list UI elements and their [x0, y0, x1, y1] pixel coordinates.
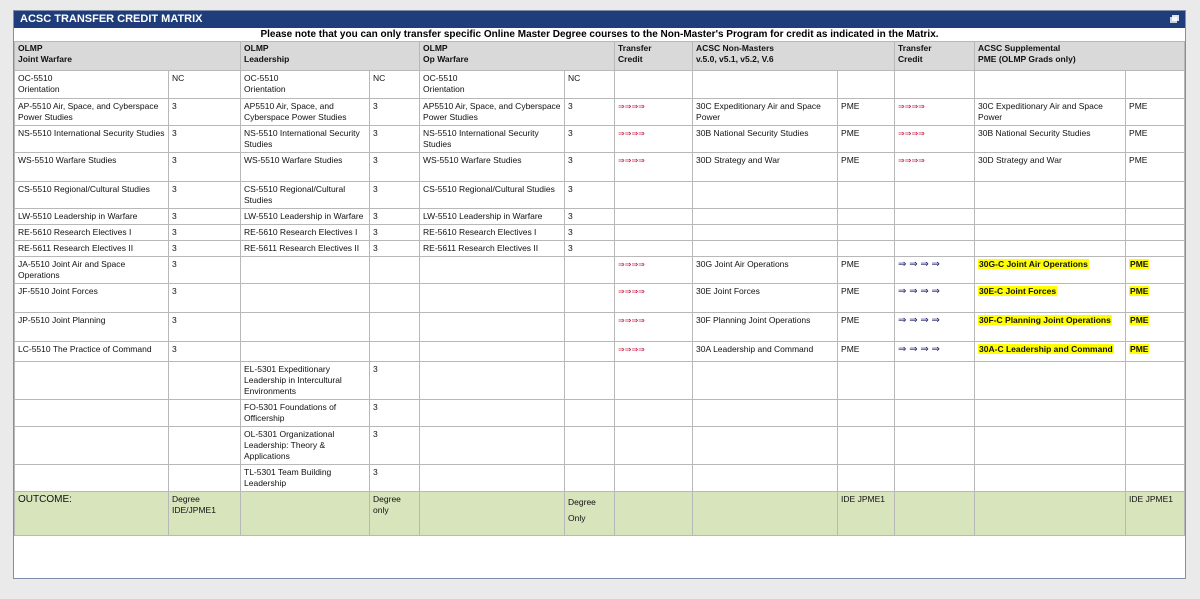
op-warfare-course: AP5510 Air, Space, and Cyberspace Power Studies	[420, 99, 565, 126]
supplemental-course: 30B National Security Studies	[975, 126, 1126, 153]
leadership-course: AP5510 Air, Space, and Cyberspace Power Studies	[241, 99, 370, 126]
joint-warfare-credit: 3	[169, 225, 241, 241]
header-transfer-credit-2: Transfer Credit	[895, 42, 975, 71]
op-warfare-course: NS-5510 International Security Studies	[420, 126, 565, 153]
op-warfare-course	[420, 427, 565, 465]
op-warfare-credit: 3	[565, 126, 615, 153]
leadership-course	[241, 313, 370, 342]
leadership-course: TL-5301 Team Building Leadership	[241, 465, 370, 492]
joint-warfare-course: RE-5610 Research Electives I	[15, 225, 169, 241]
transfer-arrows-2	[895, 241, 975, 257]
highlighted-pme: PME	[1130, 286, 1149, 296]
header-leadership: OLMP Leadership	[241, 42, 420, 71]
supplemental-course	[975, 313, 1126, 342]
non-masters-course	[693, 400, 838, 427]
table-row	[15, 313, 1185, 342]
op-warfare-credit	[565, 313, 615, 342]
joint-warfare-credit: NC	[169, 71, 241, 99]
outcome-empty	[615, 492, 693, 536]
transfer-arrows-2: ⇒⇒⇒⇒	[895, 153, 975, 182]
transfer-arrows-1	[615, 241, 693, 257]
non-masters-type: PME	[838, 313, 895, 342]
non-masters-course	[693, 182, 838, 209]
op-warfare-credit	[565, 342, 615, 362]
outcome-empty	[420, 492, 565, 536]
supplemental-type	[1126, 182, 1185, 209]
leadership-credit: 3	[370, 400, 420, 427]
highlighted-pme: PME	[1130, 315, 1149, 325]
joint-warfare-course: CS-5510 Regional/Cultural Studies	[15, 182, 169, 209]
table-row	[15, 153, 1185, 182]
transfer-arrows-1	[615, 71, 693, 99]
joint-warfare-course: AP-5510 Air, Space, and Cyberspace Power Studies	[15, 99, 169, 126]
table-row	[15, 257, 1185, 284]
header-transfer-credit-1: Transfer Credit	[615, 42, 693, 71]
leadership-course: OL-5301 Organizational Leadership: Theory & Applications	[241, 427, 370, 465]
transfer-arrows-1	[615, 182, 693, 209]
joint-warfare-course	[15, 362, 169, 400]
joint-warfare-course: RE-5611 Research Electives II	[15, 241, 169, 257]
op-warfare-credit: NC	[565, 71, 615, 99]
supplemental-type	[1126, 427, 1185, 465]
non-masters-course: 30A Leadership and Command	[693, 342, 838, 362]
op-warfare-course: OC-5510 Orientation	[420, 71, 565, 99]
op-warfare-course: CS-5510 Regional/Cultural Studies	[420, 182, 565, 209]
transfer-notice: Please note that you can only transfer specific Online Master Degree courses to the Non-Master's Program for credit as indicated in the Matrix.	[260, 29, 939, 40]
leadership-credit: 3	[370, 153, 420, 182]
op-warfare-course	[420, 342, 565, 362]
joint-warfare-credit: 3	[169, 284, 241, 313]
transfer-arrows-2: ⇒ ⇒ ⇒ ⇒	[895, 313, 975, 342]
non-masters-type	[838, 427, 895, 465]
joint-warfare-course	[15, 465, 169, 492]
matrix-panel	[13, 10, 1186, 579]
highlighted-pme: PME	[1130, 259, 1149, 269]
transfer-arrows-1: ⇒⇒⇒⇒	[615, 153, 693, 182]
non-masters-course	[693, 427, 838, 465]
leadership-course: CS-5510 Regional/Cultural Studies	[241, 182, 370, 209]
transfer-arrows-1	[615, 225, 693, 241]
joint-warfare-course: JA-5510 Joint Air and Space Operations	[15, 257, 169, 284]
transfer-arrows-2	[895, 71, 975, 99]
leadership-course: NS-5510 International Security Studies	[241, 126, 370, 153]
joint-warfare-credit	[169, 400, 241, 427]
transfer-arrows-1	[615, 209, 693, 225]
joint-warfare-credit	[169, 427, 241, 465]
table-row	[15, 342, 1185, 362]
header-acsc-non-masters: ACSC Non-Masters v.5.0, v5.1, v5.2, V.6	[693, 42, 895, 71]
supplemental-type	[1126, 71, 1185, 99]
op-warfare-credit: 3	[565, 99, 615, 126]
supplemental-course	[975, 182, 1126, 209]
op-warfare-credit	[565, 400, 615, 427]
leadership-credit: 3	[370, 99, 420, 126]
leadership-course: RE-5611 Research Electives II	[241, 241, 370, 257]
table-row	[15, 400, 1185, 427]
transfer-arrows-1: ⇒⇒⇒⇒	[615, 284, 693, 313]
highlighted-pme: PME	[1130, 344, 1149, 354]
outcome-supplemental: IDE JPME1	[1126, 492, 1185, 536]
leadership-credit	[370, 284, 420, 313]
supplemental-course: 30C Expeditionary Air and Space Power	[975, 99, 1126, 126]
leadership-credit: NC	[370, 71, 420, 99]
supplemental-type	[1126, 342, 1185, 362]
op-warfare-course	[420, 400, 565, 427]
leadership-course: WS-5510 Warfare Studies	[241, 153, 370, 182]
supplemental-course	[975, 241, 1126, 257]
non-masters-course	[693, 241, 838, 257]
leadership-credit	[370, 257, 420, 284]
op-warfare-course	[420, 284, 565, 313]
non-masters-type: PME	[838, 153, 895, 182]
outcome-empty	[241, 492, 370, 536]
outcome-empty	[693, 492, 838, 536]
op-warfare-credit	[565, 284, 615, 313]
leadership-credit	[370, 342, 420, 362]
transfer-arrows-2	[895, 225, 975, 241]
transfer-arrows-2	[895, 465, 975, 492]
table-row	[15, 182, 1185, 209]
table-row	[15, 209, 1185, 225]
non-masters-type: PME	[838, 342, 895, 362]
op-warfare-credit: 3	[565, 182, 615, 209]
transfer-arrows-2	[895, 182, 975, 209]
supplemental-type	[1126, 465, 1185, 492]
leadership-credit: 3	[370, 362, 420, 400]
transfer-arrows-2: ⇒⇒⇒⇒	[895, 99, 975, 126]
table-row	[15, 362, 1185, 400]
non-masters-type	[838, 71, 895, 99]
joint-warfare-course: NS-5510 International Security Studies	[15, 126, 169, 153]
joint-warfare-credit	[169, 362, 241, 400]
op-warfare-credit: 3	[565, 225, 615, 241]
op-warfare-credit	[565, 257, 615, 284]
non-masters-type	[838, 209, 895, 225]
transfer-arrows-1: ⇒⇒⇒⇒	[615, 313, 693, 342]
non-masters-type	[838, 465, 895, 492]
non-masters-type	[838, 225, 895, 241]
non-masters-course: 30F Planning Joint Operations	[693, 313, 838, 342]
op-warfare-course	[420, 362, 565, 400]
non-masters-course	[693, 71, 838, 99]
supplemental-type: PME	[1126, 126, 1185, 153]
joint-warfare-credit: 3	[169, 257, 241, 284]
supplemental-type	[1126, 400, 1185, 427]
table-row	[15, 284, 1185, 313]
joint-warfare-course: JP-5510 Joint Planning	[15, 313, 169, 342]
op-warfare-credit: 3	[565, 209, 615, 225]
supplemental-course	[975, 342, 1126, 362]
highlighted-course: 30A-C Leadership and Command	[979, 344, 1113, 354]
non-masters-course: 30C Expeditionary Air and Space Power	[693, 99, 838, 126]
op-warfare-course	[420, 257, 565, 284]
table-row	[15, 71, 1185, 99]
outcome-empty	[895, 492, 975, 536]
non-masters-course	[693, 362, 838, 400]
joint-warfare-course	[15, 400, 169, 427]
joint-warfare-course: OC-5510 Orientation	[15, 71, 169, 99]
supplemental-type	[1126, 241, 1185, 257]
supplemental-course	[975, 71, 1126, 99]
outcome-op-warfare: Degree Only	[565, 492, 615, 536]
panel-title: ACSC TRANSFER CREDIT MATRIX	[20, 13, 203, 25]
op-warfare-credit	[565, 362, 615, 400]
joint-warfare-credit: 3	[169, 99, 241, 126]
transfer-arrows-1: ⇒⇒⇒⇒	[615, 126, 693, 153]
outcome-joint-warfare: Degree IDE/JPME1	[169, 492, 241, 536]
table-row	[15, 99, 1185, 126]
non-masters-type	[838, 182, 895, 209]
joint-warfare-course	[15, 427, 169, 465]
header-joint-warfare: OLMP Joint Warfare	[15, 42, 241, 71]
restore-window-icon[interactable]	[1170, 15, 1179, 23]
supplemental-type: PME	[1126, 99, 1185, 126]
transfer-arrows-2	[895, 427, 975, 465]
leadership-course	[241, 257, 370, 284]
transfer-arrows-1: ⇒⇒⇒⇒	[615, 99, 693, 126]
table-row	[15, 427, 1185, 465]
supplemental-type: PME	[1126, 153, 1185, 182]
leadership-credit: 3	[370, 241, 420, 257]
supplemental-type	[1126, 225, 1185, 241]
leadership-credit: 3	[370, 465, 420, 492]
supplemental-course	[975, 257, 1126, 284]
outcome-row	[15, 492, 1185, 536]
supplemental-course	[975, 284, 1126, 313]
op-warfare-course: RE-5610 Research Electives I	[420, 225, 565, 241]
header-acsc-supplemental: ACSC Supplemental PME (OLMP Grads only)	[975, 42, 1185, 71]
outcome-non-masters: IDE JPME1	[838, 492, 895, 536]
table-row	[15, 225, 1185, 241]
transfer-arrows-1	[615, 465, 693, 492]
non-masters-course: 30B National Security Studies	[693, 126, 838, 153]
header-row	[15, 42, 1185, 71]
outcome-label: OUTCOME:	[15, 492, 169, 536]
header-op-warfare: OLMP Op Warfare	[420, 42, 615, 71]
supplemental-type	[1126, 209, 1185, 225]
leadership-credit: 3	[370, 209, 420, 225]
highlighted-course: 30E-C Joint Forces	[979, 286, 1057, 296]
leadership-course	[241, 284, 370, 313]
transfer-arrows-1: ⇒⇒⇒⇒	[615, 342, 693, 362]
supplemental-course	[975, 427, 1126, 465]
non-masters-type	[838, 241, 895, 257]
leadership-course	[241, 342, 370, 362]
op-warfare-credit	[565, 427, 615, 465]
leadership-course: LW-5510 Leadership in Warfare	[241, 209, 370, 225]
joint-warfare-credit: 3	[169, 241, 241, 257]
op-warfare-credit: 3	[565, 241, 615, 257]
op-warfare-credit: 3	[565, 153, 615, 182]
joint-warfare-credit: 3	[169, 313, 241, 342]
supplemental-type	[1126, 257, 1185, 284]
transfer-arrows-2: ⇒ ⇒ ⇒ ⇒	[895, 284, 975, 313]
leadership-course: OC-5510 Orientation	[241, 71, 370, 99]
non-masters-course: 30E Joint Forces	[693, 284, 838, 313]
leadership-credit: 3	[370, 182, 420, 209]
transfer-arrows-2: ⇒ ⇒ ⇒ ⇒	[895, 342, 975, 362]
joint-warfare-credit: 3	[169, 153, 241, 182]
non-masters-course	[693, 225, 838, 241]
supplemental-type	[1126, 362, 1185, 400]
op-warfare-course: WS-5510 Warfare Studies	[420, 153, 565, 182]
leadership-credit: 3	[370, 225, 420, 241]
non-masters-type	[838, 400, 895, 427]
table-row	[15, 241, 1185, 257]
supplemental-course	[975, 225, 1126, 241]
transfer-arrows-2: ⇒ ⇒ ⇒ ⇒	[895, 257, 975, 284]
non-masters-type	[838, 362, 895, 400]
op-warfare-course: RE-5611 Research Electives II	[420, 241, 565, 257]
outcome-leadership: Degree only	[370, 492, 420, 536]
non-masters-type: PME	[838, 126, 895, 153]
joint-warfare-credit: 3	[169, 209, 241, 225]
transfer-arrows-2	[895, 209, 975, 225]
transfer-arrows-2	[895, 400, 975, 427]
non-masters-course: 30D Strategy and War	[693, 153, 838, 182]
supplemental-course	[975, 209, 1126, 225]
leadership-course: RE-5610 Research Electives I	[241, 225, 370, 241]
op-warfare-course	[420, 465, 565, 492]
table-row	[15, 465, 1185, 492]
joint-warfare-course: JF-5510 Joint Forces	[15, 284, 169, 313]
joint-warfare-course: WS-5510 Warfare Studies	[15, 153, 169, 182]
joint-warfare-credit: 3	[169, 126, 241, 153]
non-masters-type: PME	[838, 99, 895, 126]
leadership-credit	[370, 313, 420, 342]
non-masters-course	[693, 465, 838, 492]
highlighted-course: 30F-C Planning Joint Operations	[979, 315, 1111, 325]
joint-warfare-course: LC-5510 The Practice of Command	[15, 342, 169, 362]
joint-warfare-credit: 3	[169, 182, 241, 209]
highlighted-course: 30G-C Joint Air Operations	[979, 259, 1088, 269]
leadership-credit: 3	[370, 427, 420, 465]
transfer-arrows-1	[615, 362, 693, 400]
non-masters-course	[693, 209, 838, 225]
transfer-arrows-1: ⇒⇒⇒⇒	[615, 257, 693, 284]
leadership-course: FO-5301 Foundations of Officership	[241, 400, 370, 427]
table-row	[15, 126, 1185, 153]
supplemental-course	[975, 400, 1126, 427]
transfer-arrows-2: ⇒⇒⇒⇒	[895, 126, 975, 153]
outcome-empty	[975, 492, 1126, 536]
joint-warfare-course: LW-5510 Leadership in Warfare	[15, 209, 169, 225]
joint-warfare-credit	[169, 465, 241, 492]
op-warfare-course: LW-5510 Leadership in Warfare	[420, 209, 565, 225]
supplemental-type	[1126, 313, 1185, 342]
supplemental-course	[975, 362, 1126, 400]
op-warfare-credit	[565, 465, 615, 492]
non-masters-type: PME	[838, 257, 895, 284]
joint-warfare-credit: 3	[169, 342, 241, 362]
transfer-arrows-1	[615, 400, 693, 427]
supplemental-type	[1126, 284, 1185, 313]
transfer-arrows-2	[895, 362, 975, 400]
op-warfare-course	[420, 313, 565, 342]
panel-titlebar	[14, 11, 1185, 28]
leadership-course: EL-5301 Expeditionary Leadership in Intercultural Environments	[241, 362, 370, 400]
non-masters-type: PME	[838, 284, 895, 313]
supplemental-course	[975, 465, 1126, 492]
supplemental-course: 30D Strategy and War	[975, 153, 1126, 182]
transfer-arrows-1	[615, 427, 693, 465]
non-masters-course: 30G Joint Air Operations	[693, 257, 838, 284]
transfer-credit-table	[14, 41, 1185, 536]
leadership-credit: 3	[370, 126, 420, 153]
